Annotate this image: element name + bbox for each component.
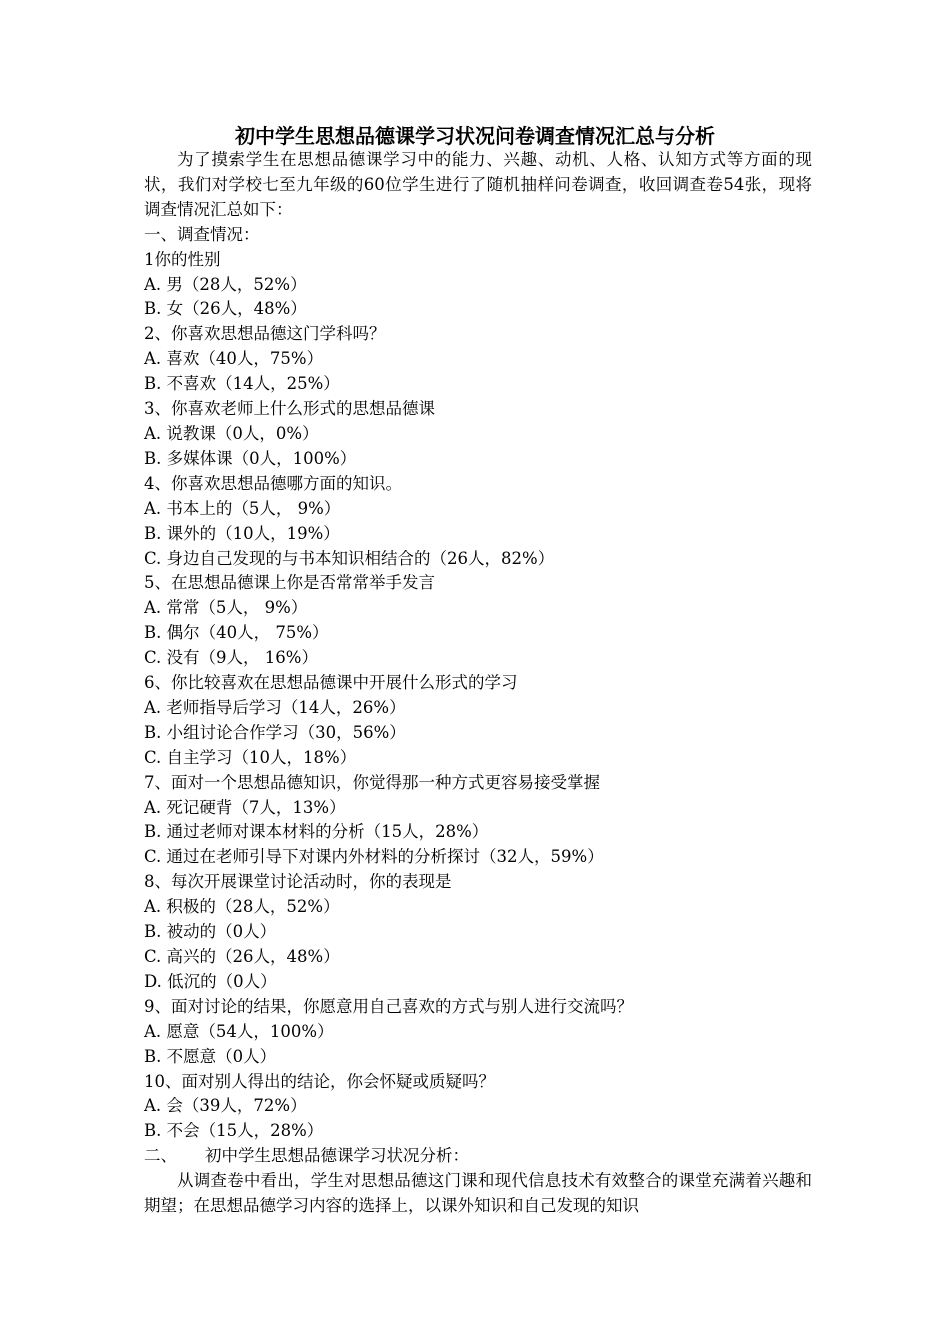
analysis-paragraph: 从调查卷中看出，学生对思想品德这门课和现代信息技术有效整合的课堂充满着兴趣和期望；在思想品德学习内容的选择上，以课外知识和自己发现的知识 [144,1171,812,1216]
section-number: 二、 [144,1146,177,1166]
document-title: 初中学生思想品德课学习状况问卷调查情况汇总与分析 [235,124,715,148]
survey-option: B. 不会（15人，28%） [144,1121,324,1141]
survey-option: A. 书本上的（5人， 9%） [144,498,341,518]
survey-list [144,248,812,1145]
survey-option: A. 死记硬背（7人，13%） [144,797,346,817]
survey-option: A. 喜欢（40人，75%） [144,349,324,369]
survey-option: C. 身边自己发现的与书本知识相结合的（26人，82%） [144,548,555,568]
survey-option: B. 通过老师对课本材料的分析（15人，28%） [144,822,489,842]
survey-question: 7、面对一个思想品德知识，你觉得那一种方式更容易接受掌握 [144,772,600,792]
section-heading-survey: 一、调查情况： [144,224,260,244]
survey-option: C. 没有（9人， 16%） [144,648,318,668]
intro-paragraph: 为了摸索学生在思想品德课学习中的能力、兴趣、动机、人格、认知方式等方面的现状，我们对学校七至九年级的60位学生进行了随机抽样问卷调查，收回调查卷54张，现将调查情况汇总如下： [144,150,812,219]
survey-option: D. 低沉的（0人） [144,971,277,991]
survey-option: A. 愿意（54人，100%） [144,1021,334,1041]
survey-question: 2、你喜欢思想品德这门学科吗？ [144,324,386,344]
section-title: 初中学生思想品德课学习状况分析： [205,1146,469,1166]
survey-question: 4、你喜欢思想品德哪方面的知识。 [144,473,402,493]
survey-option: B. 偶尔（40人， 75%） [144,623,329,643]
survey-option: A. 男（28人，52%） [144,274,307,294]
survey-option: A. 老师指导后学习（14人，26%） [144,697,406,717]
survey-option: B. 多媒体课（0人，100%） [144,448,357,468]
survey-option: B. 不愿意（0人） [144,1046,277,1066]
survey-option: C. 自主学习（10人，18%） [144,747,357,767]
survey-option: A. 常常（5人， 9%） [144,598,308,618]
survey-question: 6、你比较喜欢在思想品德课中开展什么形式的学习 [144,673,518,693]
survey-option: B. 小组讨论合作学习（30，56%） [144,722,406,742]
survey-option: B. 女（26人，48%） [144,299,307,319]
survey-question: 9、面对讨论的结果，你愿意用自己喜欢的方式与别人进行交流吗？ [144,996,633,1016]
survey-option: A. 积极的（28人，52%） [144,897,340,917]
survey-question: 8、每次开展课堂讨论活动时，你的表现是 [144,872,452,892]
survey-option: B. 课外的（10人，19%） [144,523,340,543]
survey-option: A. 说教课（0人，0%） [144,423,319,443]
survey-option: C. 通过在老师引导下对课内外材料的分析探讨（32人，59%） [144,847,604,867]
survey-question: 10、面对别人得出的结论，你会怀疑或质疑吗？ [144,1071,495,1091]
survey-option: A. 会（39人，72%） [144,1096,307,1116]
survey-option: B. 不喜欢（14人，25%） [144,374,340,394]
survey-question: 1你的性别 [144,249,221,269]
document-body [144,148,812,1219]
survey-question: 5、在思想品德课上你是否常常举手发言 [144,573,435,593]
section-heading-analysis [144,1144,812,1169]
survey-option: B. 被动的（0人） [144,922,277,942]
survey-question: 3、你喜欢老师上什么形式的思想品德课 [144,399,435,419]
survey-option: C. 高兴的（26人，48%） [144,947,340,966]
